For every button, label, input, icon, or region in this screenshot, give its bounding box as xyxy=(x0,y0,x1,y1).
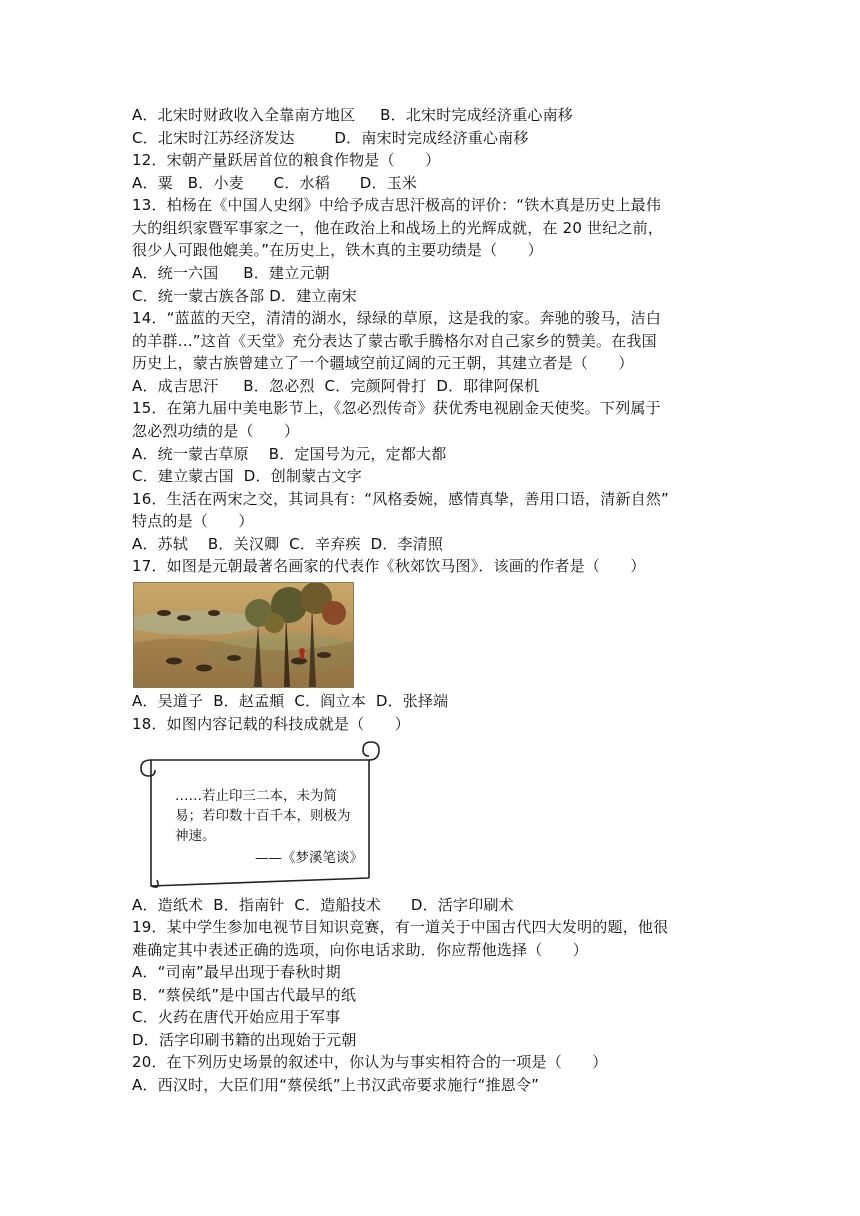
q12-stem: 12．宋朝产量跃居首位的粮食作物是（ ） xyxy=(132,151,441,169)
q13-stem-line1: 13．柏杨在《中国人史纲》中给予成吉思汗极高的评价：“铁木真是历史上最伟 xyxy=(132,196,662,214)
scroll-text-line1: ……若止印三二本，未为简 xyxy=(175,788,337,804)
scroll-text-line3: 神速。 xyxy=(175,828,216,844)
q16-options: A．苏轼 B．关汉卿 C．辛弃疾 D．李清照 xyxy=(132,535,444,553)
q14-stem-line2: 的羊群…”这首《天堂》充分表达了蒙古歌手腾格尔对自己家乡的赞美。在我国 xyxy=(132,332,657,350)
q12-options: A．粟 B．小麦 C．水稻 D．玉米 xyxy=(132,174,418,192)
q19-option-c: C．火药在唐代开始应用于军事 xyxy=(132,1008,341,1026)
q19-option-d: D．活字印刷书籍的出现始于元朝 xyxy=(132,1031,357,1049)
q19-stem-line1: 19．某中学生参加电视节目知识竞赛，有一道关于中国古代四大发明的题，他很 xyxy=(132,918,669,936)
q15-stem-line1: 15．在第九届中美电影节上，《忽必烈传奇》获优秀电视剧金天使奖。下列属于 xyxy=(132,399,661,417)
q14-stem-line3: 历史上，蒙古族曾建立了一个疆域空前辽阔的元王朝，其建立者是（ ） xyxy=(132,354,634,372)
q19-option-b: B．“蔡侯纸”是中国古代最早的纸 xyxy=(132,986,357,1004)
q18-stem: 18．如图内容记载的科技成就是（ ） xyxy=(132,715,410,733)
q14-options: A．成吉思汗 B．忽必烈 C．完颜阿骨打 D．耶律阿保机 xyxy=(132,377,540,395)
q13-stem-line3: 很少人可跟他媲美。”在历史上，铁木真的主要功绩是（ ） xyxy=(132,241,543,259)
q11-options-ab: A．北宋时财政收入全靠南方地区 B．北宋时完成经济重心南移 xyxy=(132,106,573,124)
q19-stem-line2: 难确定其中表述正确的选项，向你电话求助．你应帮他选择（ ） xyxy=(132,941,589,959)
q15-stem-line2: 忽必烈功绩的是（ ） xyxy=(132,422,300,440)
q15-options-ab: A．统一蒙古草原 B．定国号为元，定都大都 xyxy=(132,445,447,463)
scroll-text-source: ——《梦溪笔谈》 xyxy=(255,850,363,866)
q17-options: A．吴道子 B．赵孟頫 C．阎立本 D．张择端 xyxy=(132,692,449,710)
q13-stem-line2: 大的组织家暨军事家之一，他在政治上和战场上的光辉成就，在 20 世纪之前， xyxy=(132,219,664,237)
scroll-text-line2: 易；若印数十百千本，则极为 xyxy=(175,808,351,824)
q20-stem: 20．在下列历史场景的叙述中，你认为与事实相符合的一项是（ ） xyxy=(132,1053,608,1071)
autumn-horses-painting-image xyxy=(133,582,354,688)
q18-options: A．造纸术 B．指南针 C．造船技术 D．活字印刷术 xyxy=(132,896,514,914)
q17-stem: 17．如图是元朝最著名画家的代表作《秋郊饮马图》．该画的作者是（ ） xyxy=(132,557,646,575)
dream-pool-essays-scroll-image xyxy=(133,740,383,890)
q20-option-a: A．西汉时，大臣们用“蔡侯纸”上书汉武帝要求施行“推恩令” xyxy=(132,1076,540,1094)
q16-stem-line1: 16．生活在两宋之交，其词具有：“风格委婉，感情真挚，善用口语，清新自然” xyxy=(132,490,670,508)
q11-options-cd: C．北宋时江苏经济发达 D．南宋时完成经济重心南移 xyxy=(132,129,529,147)
q16-stem-line2: 特点的是（ ） xyxy=(132,512,254,530)
q13-options-cd: C．统一蒙古族各部 D．建立南宋 xyxy=(132,287,357,305)
q19-option-a: A．“司南”最早出现于春秋时期 xyxy=(132,963,341,981)
q15-options-cd: C．建立蒙古国 D．创制蒙古文字 xyxy=(132,467,362,485)
q13-options-ab: A．统一六国 B．建立元朝 xyxy=(132,264,330,282)
q14-stem-line1: 14．“蓝蓝的天空，清清的湖水，绿绿的草原，这是我的家。奔驰的骏马，洁白 xyxy=(132,309,662,327)
